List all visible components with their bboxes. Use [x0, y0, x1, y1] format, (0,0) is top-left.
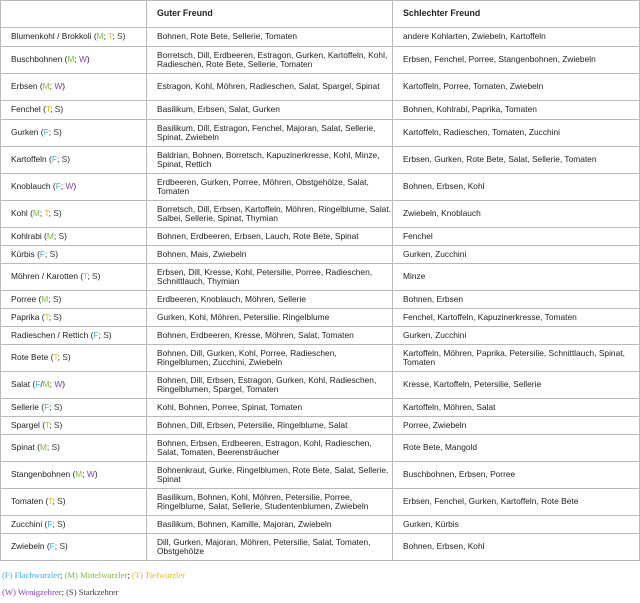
tag-s: S: [53, 419, 60, 430]
bad-friends-cell: Kartoffeln, Möhren, Salat: [393, 399, 640, 417]
table-row: [1, 291, 640, 309]
tag-f: F: [35, 379, 41, 390]
bad-friends-cell: Fenchel: [393, 228, 640, 246]
vegetable-cell: Radieschen / Rettich (F; S): [1, 327, 147, 345]
table-row: [1, 201, 640, 228]
tag-f: F: [39, 248, 45, 259]
table-row: [1, 174, 640, 201]
good-friends-cell: Bohnen, Dill, Gurken, Kohl, Porree, Radieschen, Ringelblumen, Zucchini, Zwiebeln: [147, 345, 393, 372]
vegetable-name: Radieschen / Rettich: [11, 329, 89, 340]
tag-w: W: [86, 469, 95, 480]
vegetable-name: Rote Bete: [11, 352, 49, 363]
bad-friends-cell: Gurken, Kürbis: [393, 516, 640, 534]
table-row: [1, 147, 640, 174]
tag-t: T: [44, 208, 49, 219]
tag-m: M: [96, 31, 104, 42]
table-row: [1, 399, 640, 417]
header-bad-friend: Schlechter Freund: [393, 1, 640, 28]
vegetable-cell: Buschbohnen (M; W): [1, 47, 147, 74]
table-row: [1, 345, 640, 372]
bad-friends-cell: Kartoffeln, Radieschen, Tomaten, Zucchini: [393, 120, 640, 147]
vegetable-name: Spargel: [11, 419, 40, 430]
good-friends-cell: Bohnenkraut, Gurke, Ringelblumen, Rote Bete, Salat, Sellerie, Spinat: [147, 462, 393, 489]
table-row: [1, 246, 640, 264]
table-row: [1, 309, 640, 327]
vegetable-cell: Salat (F/M; W): [1, 372, 147, 399]
tag-s: S: [57, 496, 63, 507]
good-friends-cell: Basilikum, Erbsen, Salat, Gurken: [147, 101, 393, 120]
tag-s: S: [54, 104, 61, 115]
tag-s: S: [92, 271, 98, 282]
vegetable-name: Gurken: [11, 127, 39, 138]
table-row: [1, 327, 640, 345]
vegetable-cell: Zwiebeln (F; S): [1, 534, 147, 561]
tag-m: M: [46, 230, 54, 241]
good-friends-cell: Erbsen, Dill, Kresse, Kohl, Petersilie, Porree, Radieschen, Schnittlauch, Thymian: [147, 264, 393, 291]
table-row: [1, 534, 640, 561]
good-friends-cell: Bohnen, Dill, Erbsen, Estragon, Gurken, Kohl, Radieschen, Ringelblumen, Spargel, Tomaten: [147, 372, 393, 399]
bad-friends-cell: Erbsen, Fenchel, Porree, Stangenbohnen, Zwiebeln: [393, 47, 640, 74]
good-friends-cell: Bohnen, Rote Bete, Sellerie, Tomaten: [147, 28, 393, 47]
legend-item-w: (W) Wenigzehrer: [2, 587, 62, 597]
tag-w: W: [54, 81, 63, 92]
bad-friends-cell: Kartoffeln, Möhren, Paprika, Petersilie, Schnittlauch, Spinat, Tomaten: [393, 345, 640, 372]
table-body: [1, 28, 640, 561]
bad-friends-cell: Kresse, Kartoffeln, Petersilie, Sellerie: [393, 372, 640, 399]
vegetable-cell: Spargel (T; S): [1, 417, 147, 435]
table-row: [1, 120, 640, 147]
tag-s: S: [61, 154, 68, 165]
bad-friends-cell: Erbsen, Fenchel, Gurken, Kartoffeln, Rote Bete: [393, 489, 640, 516]
header-vegetable: [1, 1, 147, 28]
header-good-friend: Guter Freund: [147, 1, 393, 28]
vegetable-name: Zucchini: [11, 518, 43, 529]
vegetable-cell: Kohlrabi (M; S): [1, 228, 147, 246]
vegetable-cell: Kohl (M; T; S): [1, 201, 147, 228]
good-friends-cell: Bohnen, Mais, Zwiebeln: [147, 246, 393, 264]
vegetable-name: Erbsen: [11, 81, 38, 92]
vegetable-name: Sellerie: [11, 401, 39, 412]
tag-w: W: [79, 54, 87, 65]
bad-friends-cell: Bohnen, Kohlrabi, Paprika, Tomaten: [393, 101, 640, 120]
table-row: [1, 435, 640, 462]
tag-s: S: [59, 541, 66, 552]
bad-friends-cell: Bohnen, Erbsen: [393, 291, 640, 309]
good-friends-cell: Bohnen, Dill, Erbsen, Petersilie, Ringelblume, Salat: [147, 417, 393, 435]
vegetable-cell: Paprika (T; S): [1, 309, 147, 327]
table-row: [1, 417, 640, 435]
table-row: [1, 372, 640, 399]
table-row: [1, 264, 640, 291]
bad-friends-cell: Erbsen, Gurken, Rote Bete, Salat, Sellerie, Tomaten: [393, 147, 640, 174]
tag-t: T: [108, 31, 113, 42]
tag-s: S: [51, 442, 58, 453]
tag-t: T: [45, 104, 51, 115]
tag-t: T: [48, 496, 53, 507]
good-friends-cell: Bohnen, Erbsen, Erdbeeren, Estragon, Kohl, Radieschen, Salat, Tomaten, Beerensträucher: [147, 435, 393, 462]
tag-w: W: [54, 379, 63, 390]
vegetable-cell: Zucchini (F; S): [1, 516, 147, 534]
vegetable-name: Fenchel: [11, 104, 41, 115]
vegetable-name: Möhren / Karotten: [11, 271, 79, 282]
table-row: [1, 516, 640, 534]
tag-m: M: [41, 293, 49, 304]
bad-friends-cell: Gurken, Zucchini: [393, 327, 640, 345]
good-friends-cell: Basilikum, Bohnen, Kohl, Möhren, Petersilie, Porree, Ringelblume, Salat, Sellerie, Studentenblumen, Zwiebeln: [147, 489, 393, 516]
bad-friends-cell: Bohnen, Erbsen, Kohl: [393, 174, 640, 201]
tag-t: T: [83, 271, 88, 282]
vegetable-name: Buschbohnen: [11, 54, 63, 65]
bad-friends-cell: Kartoffeln, Porree, Tomaten, Zwiebeln: [393, 74, 640, 101]
vegetable-name: Tomaten: [11, 496, 44, 507]
vegetable-name: Kartoffeln: [11, 154, 47, 165]
tag-f: F: [51, 154, 57, 165]
tag-m: M: [42, 379, 50, 390]
table-row: [1, 47, 640, 74]
vegetable-name: Knoblauch: [11, 181, 51, 192]
good-friends-cell: Dill, Gurken, Majoran, Möhren, Petersilie, Salat, Tomaten, Obstgehölze: [147, 534, 393, 561]
good-friends-cell: Borretsch, Dill, Erdbeeren, Estragon, Gurken, Kartoffeln, Kohl, Radieschen, Rote Bete, Sellerie, Tomaten: [147, 47, 393, 74]
legend-item-t: (T) Tiefwurzler: [131, 570, 186, 580]
tag-s: S: [49, 248, 56, 259]
legend-root-depth: (F) Flachwurzler; (M) Mittelwurzler; (T) Tiefwurzler: [2, 570, 186, 580]
vegetable-cell: Möhren / Karotten (T; S): [1, 264, 147, 291]
vegetable-cell: Spinat (M; S): [1, 435, 147, 462]
tag-s: S: [53, 401, 60, 412]
tag-s: S: [58, 230, 65, 241]
tag-f: F: [43, 127, 49, 138]
vegetable-cell: Fenchel (T; S): [1, 101, 147, 120]
good-friends-cell: Basilikum, Bohnen, Kamille, Majoran, Zwiebeln: [147, 516, 393, 534]
good-friends-cell: Bohnen, Erdbeeren, Erbsen, Lauch, Rote Bete, Spinat: [147, 228, 393, 246]
legend-item-m: (M) Mittelwurzler: [64, 570, 128, 580]
vegetable-name: Stangenbohnen: [11, 469, 71, 480]
vegetable-cell: Blumenkohl / Brokkoli (M; T; S): [1, 28, 147, 47]
tag-f: F: [93, 329, 99, 340]
vegetable-name: Blumenkohl / Brokkoli: [11, 31, 92, 42]
good-friends-cell: Bohnen, Erdbeeren, Kresse, Möhren, Salat, Tomaten: [147, 327, 393, 345]
vegetable-cell: Stangenbohnen (M; W): [1, 462, 147, 489]
good-friends-cell: Kohl, Bohnen, Porree, Spinat, Tomaten: [147, 399, 393, 417]
vegetable-cell: Sellerie (F; S): [1, 399, 147, 417]
good-friends-cell: Estragon, Kohl, Möhren, Radieschen, Salat, Spargel, Spinat: [147, 74, 393, 101]
bad-friends-cell: Fenchel, Kartoffeln, Kapuzinerkresse, Tomaten: [393, 309, 640, 327]
vegetable-cell: Kürbis (F; S): [1, 246, 147, 264]
vegetable-name: Kohl: [11, 208, 28, 219]
vegetable-cell: Rote Bete (T; S): [1, 345, 147, 372]
vegetable-name: Kohlrabi: [11, 230, 42, 241]
tag-m: M: [67, 54, 75, 65]
good-friends-cell: Basilikum, Dill, Estragon, Fenchel, Majoran, Salat, Sellerie, Spinat, Zwiebeln: [147, 120, 393, 147]
bad-friends-cell: Gurken, Zucchini: [393, 246, 640, 264]
bad-friends-cell: Buschbohnen, Erbsen, Porree: [393, 462, 640, 489]
table-row: [1, 489, 640, 516]
bad-friends-cell: Zwiebeln, Knoblauch: [393, 201, 640, 228]
tag-s: S: [103, 329, 109, 340]
tag-t: T: [53, 352, 58, 363]
vegetable-name: Spinat: [11, 442, 35, 453]
table-row: [1, 28, 640, 47]
good-friends-cell: Gurken, Kohl, Möhren, Petersilie. Ringelblume: [147, 309, 393, 327]
tag-m: M: [39, 442, 47, 453]
bad-friends-cell: Minze: [393, 264, 640, 291]
tag-f: F: [55, 181, 61, 192]
tag-m: M: [32, 208, 40, 219]
vegetable-name: Porree: [11, 293, 37, 304]
vegetable-cell: Porree (M; S): [1, 291, 147, 309]
tag-s: S: [57, 518, 63, 529]
table-row: [1, 462, 640, 489]
table-row: [1, 101, 640, 120]
vegetable-name: Paprika: [11, 311, 40, 322]
vegetable-cell: Kartoffeln (F; S): [1, 147, 147, 174]
legend-item-f: (F) Flachwurzler: [2, 570, 60, 580]
tag-s: S: [117, 31, 123, 42]
vegetable-cell: Gurken (F; S): [1, 120, 147, 147]
table-row: [1, 228, 640, 246]
bad-friends-cell: andere Kohlarten, Zwiebeln, Kartoffeln: [393, 28, 640, 47]
tag-m: M: [75, 469, 83, 480]
tag-w: W: [65, 181, 74, 192]
table-row: [1, 74, 640, 101]
tag-f: F: [47, 518, 53, 529]
vegetable-name: Kürbis: [11, 248, 35, 259]
vegetable-name: Salat: [11, 379, 31, 390]
good-friends-cell: Baldrian, Bohnen, Borretsch, Kapuzinerkresse, Kohl, Minze, Spinat, Rettich: [147, 147, 393, 174]
bad-friends-cell: Rote Bete, Mangold: [393, 435, 640, 462]
tag-m: M: [42, 81, 50, 92]
tag-t: T: [44, 311, 49, 322]
tag-s: S: [53, 208, 59, 219]
vegetable-name: Zwiebeln: [11, 541, 45, 552]
tag-f: F: [49, 541, 55, 552]
vegetable-cell: Knoblauch (F; W): [1, 174, 147, 201]
vegetable-cell: Erbsen (M; W): [1, 74, 147, 101]
legend-item-s: (S) Starkzehrer: [66, 587, 119, 597]
tag-s: S: [53, 311, 59, 322]
tag-s: S: [53, 127, 59, 138]
vegetable-cell: Tomaten (T; S): [1, 489, 147, 516]
good-friends-cell: Erdbeeren, Knoblauch, Möhren, Sellerie: [147, 291, 393, 309]
tag-f: F: [44, 401, 50, 412]
legend-nutrient-need: (W) Wenigzehrer; (S) Starkzehrer: [2, 587, 119, 597]
table-header-row: [1, 1, 640, 28]
good-friends-cell: Erdbeeren, Gurken, Porree, Möhren, Obstgehölze, Salat, Tomaten: [147, 174, 393, 201]
tag-s: S: [62, 352, 68, 363]
good-friends-cell: Borretsch, Dill, Erbsen, Kartoffeln, Möhren, Ringelblume, Salat. Salbei, Sellerie, Spinat, Thymian: [147, 201, 393, 228]
tag-t: T: [45, 419, 50, 430]
tag-s: S: [52, 293, 59, 304]
bad-friends-cell: Bohnen, Erbsen, Kohl: [393, 534, 640, 561]
bad-friends-cell: Porree, Zwiebeln: [393, 417, 640, 435]
